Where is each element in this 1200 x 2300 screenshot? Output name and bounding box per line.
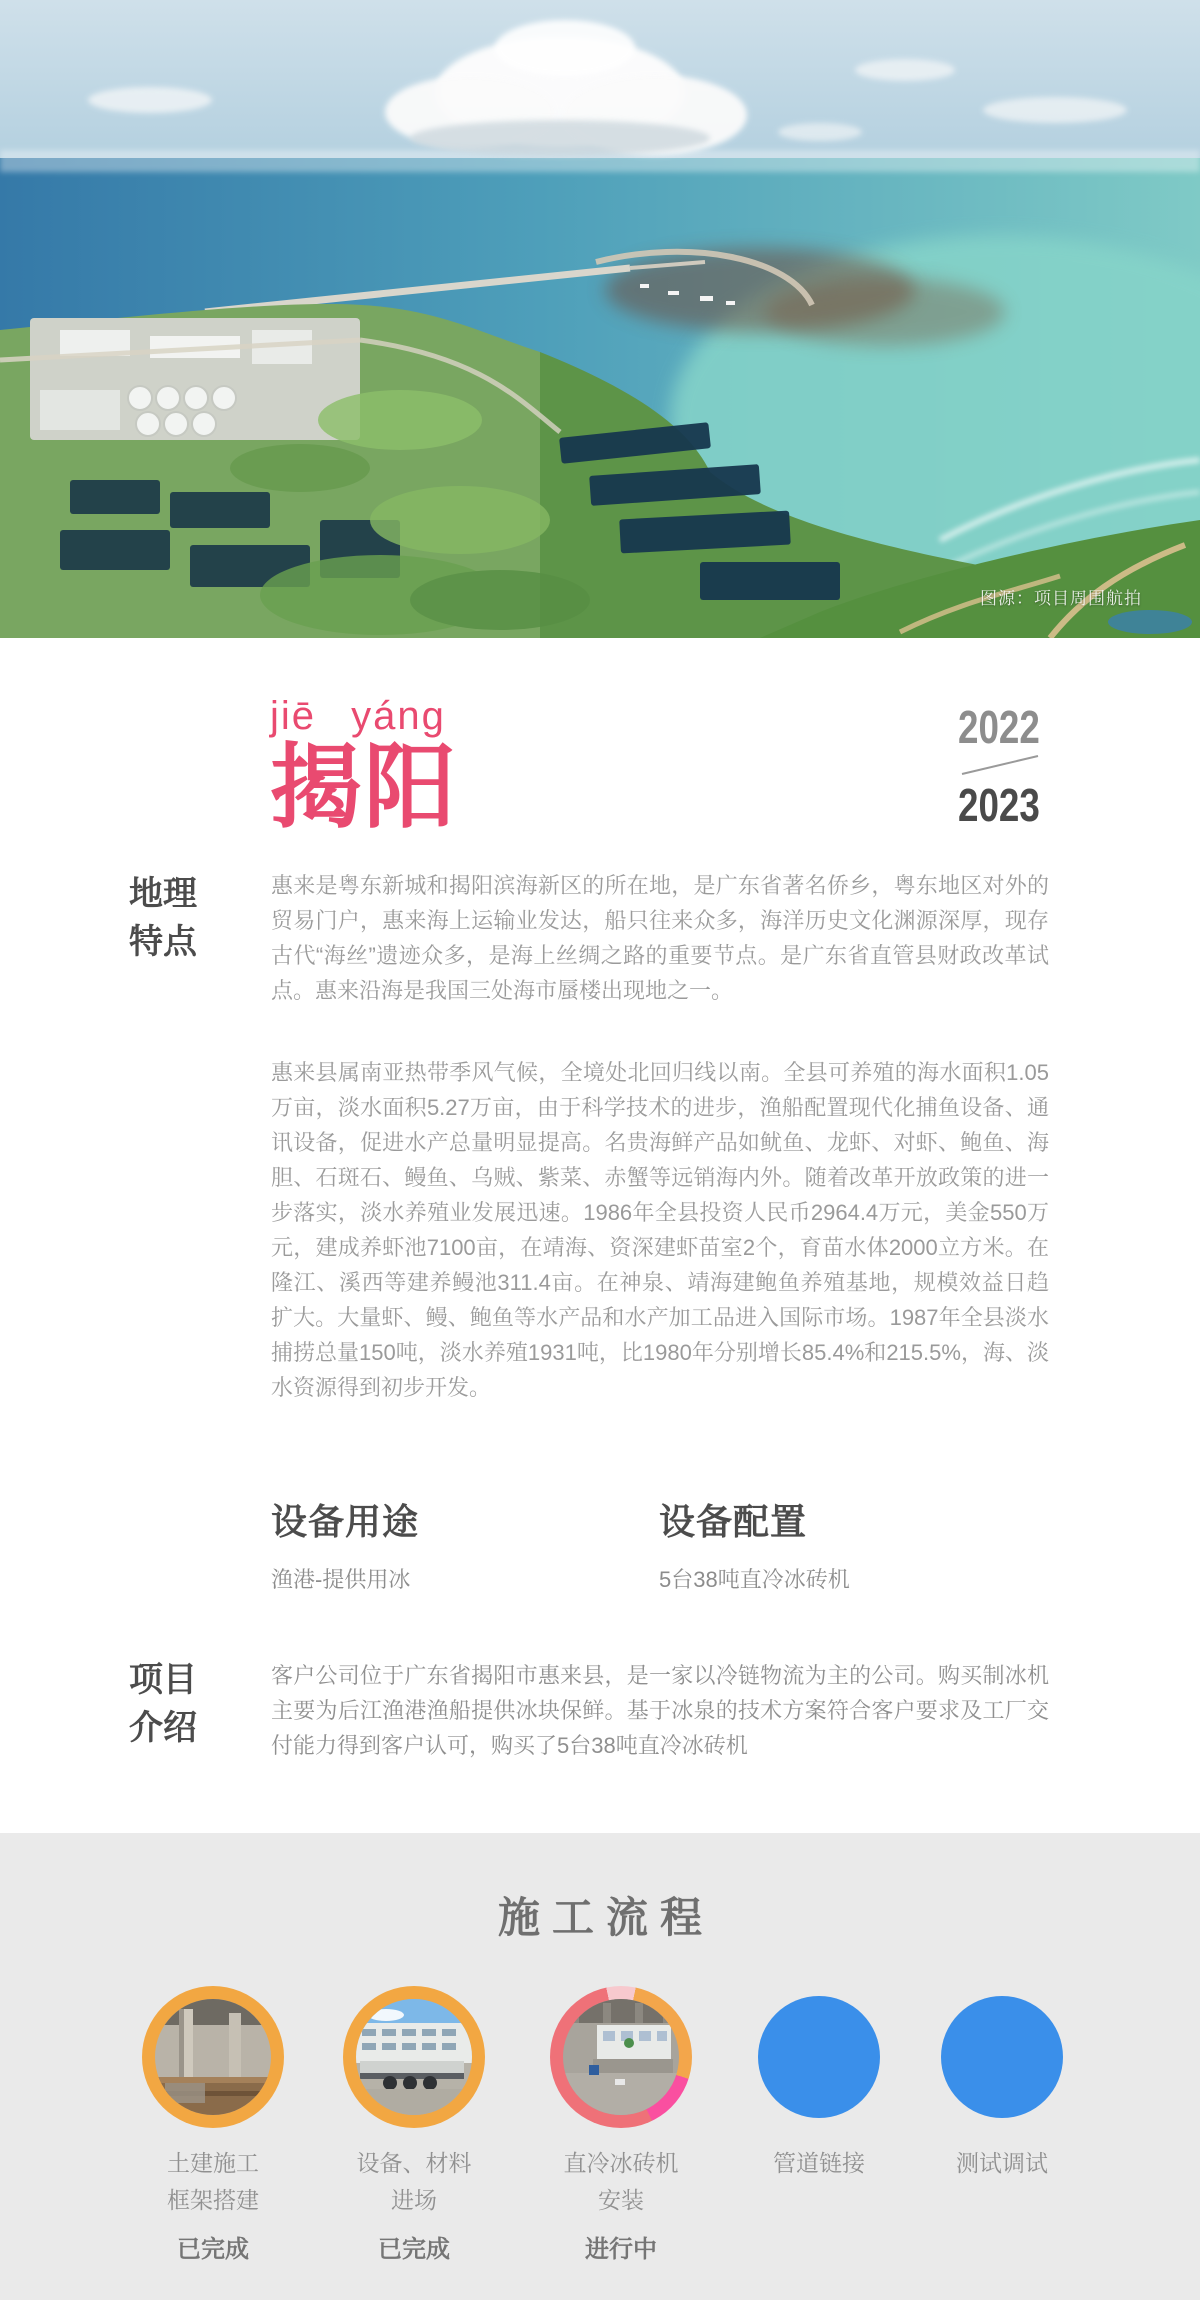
city-pinyin: jiē yáng — [270, 694, 446, 738]
project-label: 项目 介绍 — [129, 1661, 197, 1747]
geography-label: 地理 特点 — [129, 875, 197, 961]
step-ring-progress — [550, 1986, 692, 2128]
pending-step-circle — [941, 1996, 1063, 2118]
equipment-config — [659, 1494, 1047, 1594]
construction-process-section — [0, 1833, 1200, 2300]
equipment-section — [271, 1494, 1047, 1594]
equipment-config-title: 设备配置 — [659, 1501, 808, 1542]
geography-paragraph-2: 惠来县属南亚热带季风气候，全境处北回归线以南。全县可养殖的海水面积1.05万亩，淡水面积5.27万亩，由于科学技术的进步，渔船配置现代化捕鱼设备、通讯设备，促进水产总量明显提高。名贵海鲜产品如鱿鱼、龙虾、对虾、鲍鱼、海胆、石斑石、鳗鱼、乌贼、紫菜、赤蟹等远销海内外。随着改革开放政策的进一步落实，淡水养殖业发展迅速。1986年全县投资人民币2964.4万元，美金550万元，建成养虾池7100亩，在靖海、资深建虾苗室2个，育苗水体2000立方米。在隆江、溪西等建养鳗池311.4亩。在神泉、靖海建鲍鱼养殖基地，规模效益日趋扩大。大量虾、鳗、鲍鱼等水产品和水产加工品进入国际市场。1987年全县淡水捕捞总量150吨，淡水养殖1931吨，比1980年分别增长85.4%和215.5%，海、淡水资源得到初步开发。 — [271, 1060, 1049, 1400]
equipment-usage — [271, 1494, 659, 1594]
truck-delivery-photo — [356, 1999, 472, 2115]
hero-photo — [0, 0, 1200, 638]
equipment-config-value: 5台38吨直冷冰砖机 — [659, 1567, 850, 1592]
step-status: 已完成 — [177, 2236, 249, 2263]
process-title: 施工流程 — [497, 1894, 714, 1941]
step-test-debug: 测试调试 — [897, 1986, 1107, 2192]
slash-divider — [958, 753, 1042, 777]
step-status: 进行中 — [585, 2236, 657, 2263]
process-steps — [0, 1986, 1200, 2286]
year-from: 2022 — [958, 701, 1040, 753]
project-paragraph: 客户公司位于广东省揭阳市惠来县，是一家以冷链物流为主的公司。购买制冰机主要为后江渔港渔船提供冰块保鲜。基于冰泉的技术方案符合客户要求及工厂交付能力得到客户认可，购买了5台38吨直冷冰砖机 — [271, 1663, 1049, 1758]
aerial-coast-illustration — [0, 0, 1200, 638]
pending-step-circle — [758, 1996, 880, 2118]
construction-site-photo — [155, 1999, 271, 2115]
city-name: 揭阳 — [270, 737, 459, 839]
factory-install-photo — [563, 1999, 679, 2115]
project-years — [958, 701, 1068, 831]
step-pipe-connection: 管道链接 — [714, 1986, 924, 2192]
city-title-block — [270, 694, 458, 837]
step-equipment-arrival: 设备、材料 进场 已完成 — [309, 1986, 519, 2264]
geography-paragraph-1: 惠来是粤东新城和揭阳滨海新区的所在地，是广东省著名侨乡，粤东地区对外的贸易门户，惠来海上运输业发达，船只往来众多，海洋历史文化渊源深厚，现存古代“海丝”遗迹众多，是海上丝绸之路的重要节点。是广东省直管县财政改革试点。惠来沿海是我国三处海市蜃楼出现地之一。 — [271, 873, 1049, 1003]
photo-credit: 图源：项目周围航拍 — [980, 589, 1142, 608]
step-status: 已完成 — [378, 2236, 450, 2263]
step-ring-orange — [343, 1986, 485, 2128]
equipment-usage-title: 设备用途 — [271, 1501, 420, 1542]
year-to: 2023 — [958, 779, 1040, 831]
content-section — [0, 638, 1200, 1833]
step-ice-machine-install: 直冷冰砖机 安装 进行中 — [516, 1986, 726, 2264]
equipment-usage-value: 渔港-提供用冰 — [271, 1567, 411, 1592]
step-ring-orange — [142, 1986, 284, 2128]
step-civil-construction: 土建施工 框架搭建 已完成 — [108, 1986, 318, 2264]
